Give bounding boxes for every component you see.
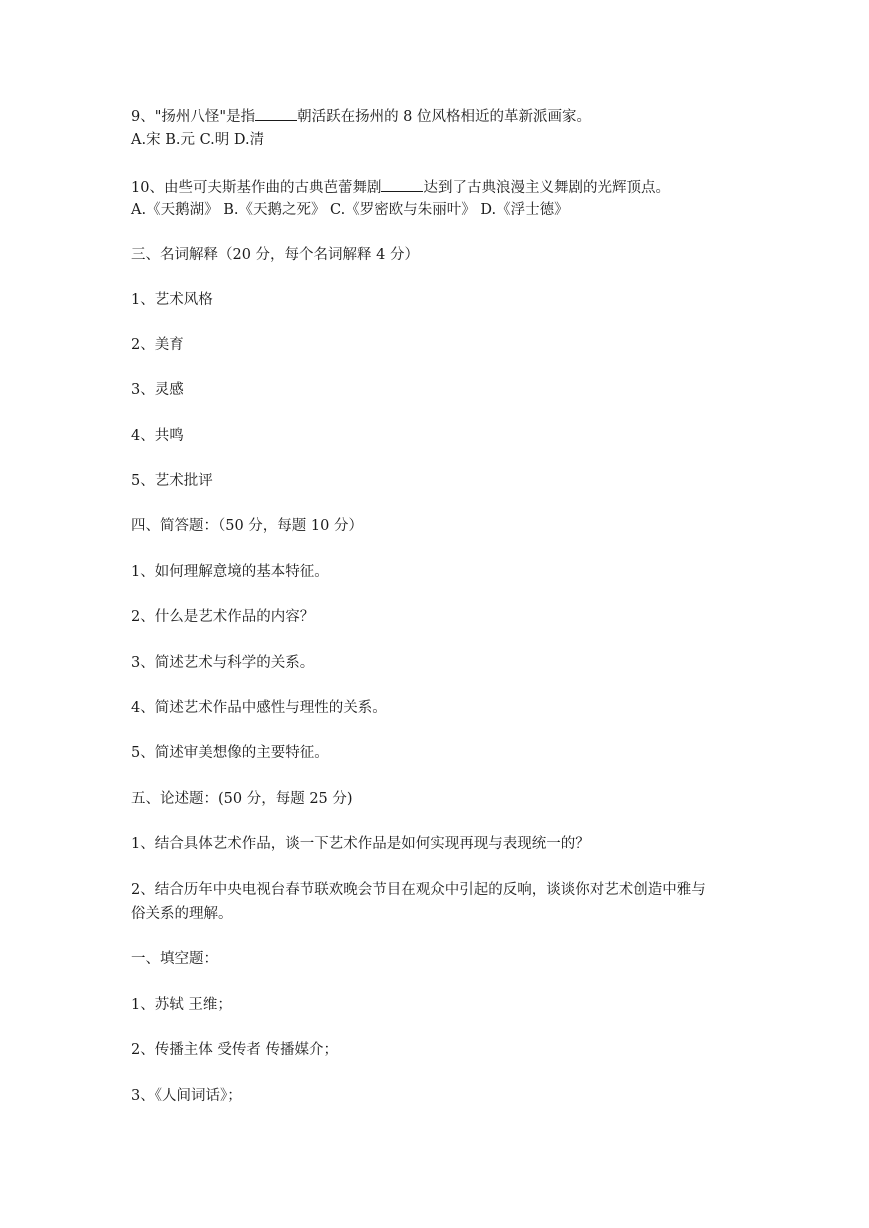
section-4-item: 1、如何理解意境的基本特征。 (131, 564, 329, 580)
section-3-item: 1、艺术风格 (131, 292, 213, 308)
section-5-item-1: 1、结合具体艺术作品，谈一下艺术作品是如何实现再现与表现统一的？ (131, 836, 590, 852)
answer-item: 2、传播主体 受传者 传播媒介； (131, 1042, 338, 1058)
section-3-heading: 三、名词解释（20 分，每个名词解释 4 分） (131, 247, 420, 263)
section-3-item: 2、美育 (131, 337, 184, 353)
answer-item: 3、《人间词话》； (131, 1088, 242, 1104)
question-9-blank (255, 106, 297, 121)
section-3-item: 3、灵感 (131, 382, 184, 398)
question-10-stem-before: 10、由些可夫斯基作曲的古典芭蕾舞剧 (131, 180, 382, 196)
section-4-item: 5、简述审美想像的主要特征。 (131, 745, 329, 761)
answers-heading: 一、填空题： (131, 951, 218, 967)
section-5-item-2-line-2: 俗关系的理解。 (131, 906, 233, 922)
section-3-item: 4、共鸣 (131, 428, 184, 444)
question-10-stem-after: 达到了古典浪漫主义舞剧的光辉顶点。 (423, 180, 670, 196)
section-3-item: 5、艺术批评 (131, 473, 213, 489)
question-9-stem-after: 朝活跃在扬州的 8 位风格相近的革新派画家。 (297, 109, 592, 125)
question-9-stem (131, 106, 591, 127)
answer-item: 1、苏轼 王维； (131, 997, 232, 1013)
section-4-heading: 四、简答题：（50 分，每题 10 分） (131, 518, 363, 534)
section-5-heading: 五、论述题：(50 分，每题 25 分) (131, 791, 353, 807)
section-4-item: 2、什么是艺术作品的内容？ (131, 609, 315, 625)
section-5-item-2-line-1: 2、结合历年中央电视台春节联欢晚会节目在观众中引起的反响，谈谈你对艺术创造中雅与 (131, 882, 706, 898)
question-10-options: A.《天鹅湖》 B.《天鹅之死》 C.《罗密欧与朱丽叶》 D.《浮士德》 (131, 202, 569, 218)
question-9-stem-before: 9、"扬州八怪"是指 (131, 109, 256, 125)
section-4-item: 3、简述艺术与科学的关系。 (131, 655, 315, 671)
section-4-item: 4、简述艺术作品中感性与理性的关系。 (131, 700, 387, 716)
question-10-blank (381, 177, 423, 192)
question-9-options: A.宋 B.元 C.明 D.清 (131, 132, 265, 148)
question-10-stem (131, 177, 670, 198)
